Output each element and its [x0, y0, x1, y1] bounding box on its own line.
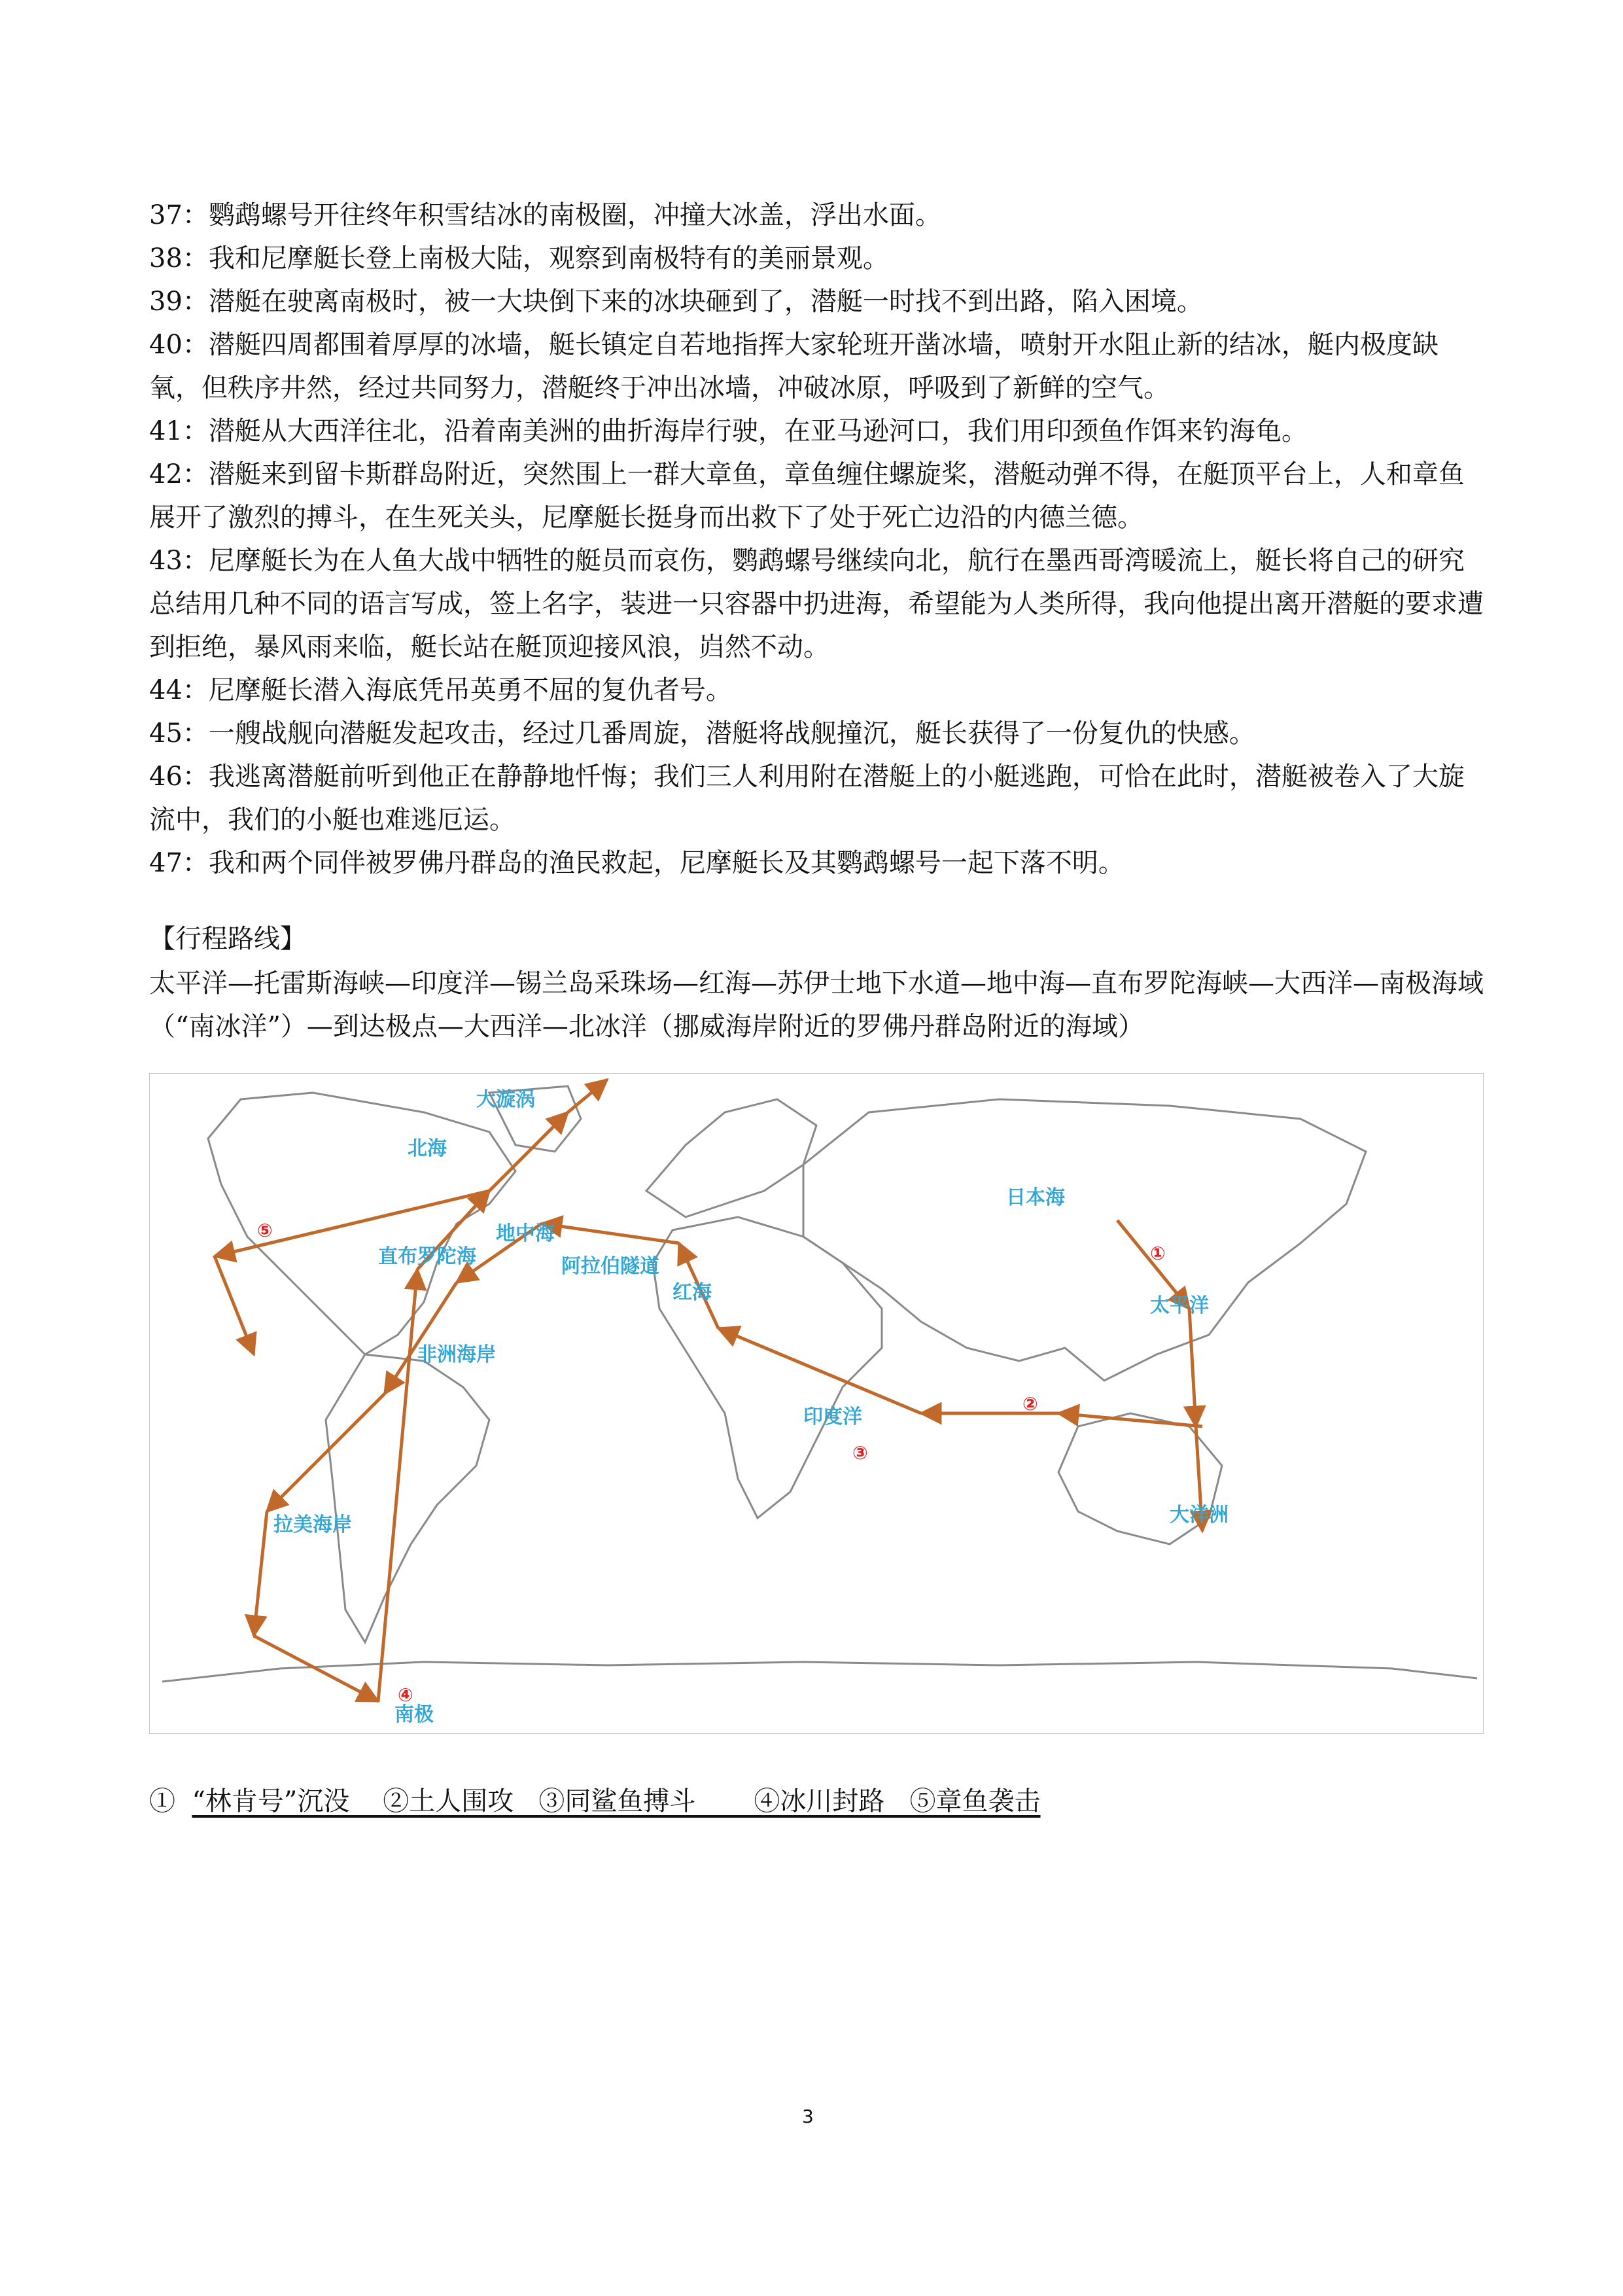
- world-route-map: [149, 1073, 1484, 1734]
- paragraph-47: 47：我和两个同伴被罗佛丹群岛的渔民救起，尼摩艇长及其鹦鹉螺号一起下落不明。: [149, 848, 1125, 878]
- map-marker-1: ①: [1150, 1243, 1166, 1264]
- map-label-japan-sea: 日本海: [1006, 1186, 1065, 1209]
- legend-text: “林肯号”沉没 ②土人围攻 ③同鲨鱼搏斗 ④冰川封路 ⑤章鱼袭击: [192, 1786, 1041, 1816]
- legend-prefix: ①: [149, 1786, 192, 1816]
- map-marker-3: ③: [852, 1442, 868, 1464]
- map-marker-4: ④: [398, 1684, 413, 1706]
- map-label-south-pole: 南极: [394, 1703, 434, 1726]
- map-label-gibraltar: 直布罗陀海: [378, 1245, 476, 1268]
- map-label-indian-ocean: 印度洋: [803, 1405, 862, 1428]
- route-text: 太平洋—托雷斯海峡—印度洋—锡兰岛采珠场—红海—苏伊士地下水道—地中海—直布罗陀海峡—大西洋—南极海域（“南冰洋”）—到达极点—大西洋—北冰洋（挪威海岸附近的罗佛丹群岛附近的海域）: [149, 968, 1484, 1042]
- map-label-north-sea: 北海: [408, 1137, 447, 1160]
- map-label-oceania: 大洋洲: [1170, 1504, 1229, 1527]
- map-frame: [149, 1073, 1484, 1734]
- paragraph-37: 37：鹦鹉螺号开往终年积雪结冰的南极圈，冲撞大冰盖，浮出水面。: [149, 200, 941, 230]
- map-label-red-sea: 红海: [672, 1281, 712, 1304]
- page-number: 3: [802, 2106, 814, 2127]
- section-title: 【行程路线】: [149, 924, 306, 954]
- map-marker-5: ⑤: [257, 1220, 273, 1241]
- paragraph-46: 46：我逃离潜艇前听到他正在静静地忏悔；我们三人利用附在潜艇上的小艇逃跑，可恰在此时，潜艇被卷入了大旋流中，我们的小艇也难逃厄运。: [149, 762, 1465, 835]
- event-legend: [149, 1780, 1041, 1823]
- map-label-maelstrom: 大漩涡: [476, 1088, 535, 1111]
- map-label-pacific: 太平洋: [1150, 1294, 1209, 1317]
- paragraph-42: 42：潜艇来到留卡斯群岛附近，突然围上一群大章鱼，章鱼缠住螺旋桨，潜艇动弹不得，在艇顶平台上，人和章鱼展开了激烈的搏斗，在生死关头，尼摩艇长挺身而出救下了处于死亡边沿的内德兰德。: [149, 459, 1465, 533]
- map-label-mediterranean: 地中海: [496, 1222, 555, 1245]
- paragraph-41: 41：潜艇从大西洋往北，沿着南美洲的曲折海岸行驶，在亚马逊河口，我们用印颈鱼作饵来钓海龟。: [149, 416, 1308, 446]
- map-label-african-coast: 非洲海岸: [417, 1343, 496, 1366]
- map-label-latin-coast: 拉美海岸: [273, 1513, 352, 1536]
- paragraph-44: 44：尼摩艇长潜入海底凭吊英勇不屈的复仇者号。: [149, 675, 732, 705]
- paragraph-43: 43：尼摩艇长为在人鱼大战中牺牲的艇员而哀伤，鹦鹉螺号继续向北，航行在墨西哥湾暖流上，艇长将自己的研究总结用几种不同的语言写成，签上名字，装进一只容器中扔进海，希望能为人类所得，我向他提出离开潜艇的要求遭到拒绝，暴风雨来临，艇长站在艇顶迎接风浪，岿然不动。: [149, 546, 1484, 662]
- paragraph-39: 39：潜艇在驶离南极时，被一大块倒下来的冰块砸到了，潜艇一时找不到出路，陷入困境。: [149, 287, 1203, 317]
- map-marker-2: ②: [1022, 1393, 1038, 1415]
- paragraph-38: 38：我和尼摩艇长登上南极大陆，观察到南极特有的美丽景观。: [149, 243, 889, 274]
- map-label-arabian-tunnel: 阿拉伯隧道: [561, 1255, 659, 1278]
- paragraph-45: 45：一艘战舰向潜艇发起攻击，经过几番周旋，潜艇将战舰撞沉，艇长获得了一份复仇的快感。: [149, 718, 1255, 749]
- paragraph-40: 40：潜艇四周都围着厚厚的冰墙，艇长镇定自若地指挥大家轮班开凿冰墙，喷射开水阻止新的结冰，艇内极度缺氧，但秩序井然，经过共同努力，潜艇终于冲出冰墙，冲破冰原，呼吸到了新鲜的空气。: [149, 330, 1439, 403]
